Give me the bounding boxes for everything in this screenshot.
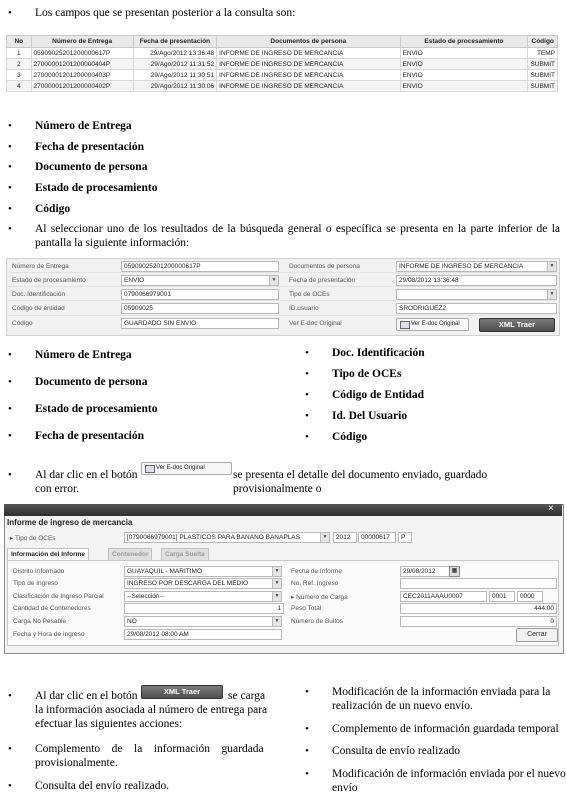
- table-header-row: [7, 36, 558, 48]
- bullet-icon: •: [8, 469, 12, 481]
- cell-estado: ENVIO: [400, 70, 528, 81]
- carga-no-pesable-label: Carga No Pesable: [13, 618, 67, 625]
- dialog-title: Informe de ingreso de mercancia: [7, 518, 133, 527]
- tipo-num-field[interactable]: 00000617: [358, 532, 396, 543]
- cell-no: 3: [7, 70, 32, 81]
- cell-fecha: 29/Ago/2012 11:30:51: [133, 70, 216, 81]
- list-item: Número de Entrega: [35, 349, 132, 361]
- para-xml-post: se carga: [228, 690, 266, 702]
- cell-codigo: SUBMIT: [528, 81, 558, 92]
- list-item: Id. Del Usuario: [332, 410, 408, 422]
- col-right-item: Modificación de información enviada por el nuevo: [332, 768, 566, 780]
- list-item: Fecha de presentación: [35, 430, 145, 442]
- table-row[interactable]: [7, 48, 558, 59]
- bullet-icon: •: [8, 430, 12, 442]
- estado-label: Estado de procesamiento: [12, 277, 86, 284]
- chevron-down-icon[interactable]: ▼: [547, 290, 556, 299]
- bullet-icon: •: [8, 376, 12, 388]
- carga-b-field[interactable]: 0000: [517, 591, 543, 602]
- doc-id-label: Doc. Identificación: [12, 291, 66, 298]
- bullet-icon: •: [305, 768, 309, 780]
- cell-entrega: 27000001201200000403P: [31, 70, 133, 81]
- ver-edoc-inline-button[interactable]: [141, 462, 232, 475]
- tipo-oces-select[interactable]: [124, 532, 330, 543]
- peso-total-field[interactable]: 444.00: [400, 603, 557, 614]
- col-header: Código: [528, 36, 558, 48]
- fecha-hora-field[interactable]: 29/08/2012 08:00 AM: [124, 629, 282, 640]
- para-xml-pre: Al dar clic en el botón: [35, 690, 138, 702]
- carga-no-pesable-select[interactable]: [124, 616, 282, 627]
- chevron-down-icon[interactable]: ▼: [272, 617, 281, 626]
- cell-no: 1: [7, 48, 32, 59]
- tab-contenedor[interactable]: Contenedor: [108, 548, 152, 560]
- chevron-down-icon[interactable]: ▼: [272, 579, 281, 588]
- chevron-down-icon[interactable]: ▼: [320, 533, 329, 542]
- numero-carga-text: Número de Carga: [296, 594, 348, 601]
- cerrar-button[interactable]: Cerrar: [516, 628, 558, 642]
- bullet-icon: •: [8, 141, 12, 153]
- chevron-down-icon[interactable]: ▼: [547, 262, 556, 271]
- ver-edoc-inline-label: Ver E-doc Original: [156, 465, 205, 471]
- clasificacion-select[interactable]: [124, 591, 282, 602]
- tipo-oces-label: Tipo de OCEs: [289, 291, 330, 298]
- para-select: Al seleccionar uno de los resultados de la búsqueda general o específica se presenta en la parte inferior de la pantalla la siguiente información:: [35, 223, 560, 249]
- tab-informacion[interactable]: Información del Informe: [7, 548, 89, 560]
- para-ver-post: se presenta el detalle del documento enviado, guardado provisionalmente o: [233, 469, 488, 495]
- estado-select[interactable]: [121, 275, 279, 286]
- list-item: Código: [35, 203, 71, 215]
- ref-ingreso-field[interactable]: [400, 578, 557, 589]
- list-item: Documento de persona: [35, 376, 148, 388]
- carga-no-pesable-value: NO: [127, 618, 137, 625]
- doc-id-field[interactable]: 0790066979001: [121, 289, 279, 300]
- cell-documento: INFORME DE INGRESO DE MERCANCIA: [217, 59, 400, 70]
- table-row[interactable]: [7, 81, 558, 92]
- cell-documento: INFORME DE INGRESO DE MERCANCIA: [217, 70, 400, 81]
- results-table: [6, 35, 558, 92]
- list-item: Estado de procesamiento: [35, 403, 158, 415]
- cell-fecha: 29/Ago/2012 11:31:52: [133, 59, 216, 70]
- bullet-icon: •: [8, 349, 12, 361]
- tipo-oces-text: Tipo de OCEs: [14, 535, 56, 542]
- fecha-pres-label: Fecha de presentación: [289, 277, 356, 284]
- cell-estado: ENVIO: [400, 48, 528, 59]
- xml-traer-inline-button[interactable]: XML Traer: [141, 685, 223, 699]
- cell-codigo: SUBMIT: [528, 59, 558, 70]
- distrito-value: GUAYAQUIL - MARITIMO: [127, 568, 202, 575]
- estado-value: ENVIO: [124, 277, 145, 284]
- para-xml-l2: la información asociada al número de entrega para: [35, 704, 268, 716]
- bullet-icon: •: [305, 410, 309, 422]
- bullet-icon: •: [305, 723, 309, 735]
- tipo-ingreso-select[interactable]: [124, 578, 282, 589]
- col-left-item: Consulta del envío realizado.: [35, 780, 170, 792]
- table-row[interactable]: [7, 70, 558, 81]
- list-item: Código de Entidad: [332, 389, 425, 401]
- cell-estado: ENVIO: [400, 59, 528, 70]
- peso-total-label: Peso Total: [291, 605, 322, 612]
- document-icon: [400, 321, 410, 329]
- cod-entidad-label: Código de entidad: [12, 305, 65, 312]
- cell-fecha: 29/Ago/2012 13:36:48: [133, 48, 216, 59]
- col-header: Documentos de persona: [217, 36, 400, 48]
- cell-no: 4: [7, 81, 32, 92]
- list-item: Tipo de OCEs: [332, 368, 402, 380]
- cell-codigo: TEMP: [528, 48, 558, 59]
- col-right-item: Modificación de la información enviada para la: [332, 686, 551, 698]
- cant-contenedores-field[interactable]: 1: [124, 603, 284, 614]
- bullet-icon: •: [8, 743, 12, 755]
- cell-entrega: 27000001201200000402P: [31, 81, 133, 92]
- bullet-icon: •: [8, 161, 12, 173]
- col-left-item: Complemento de la información guardada: [35, 743, 264, 755]
- bullet-icon: •: [305, 368, 309, 380]
- tipo-ingreso-value: INGRESO POR DESCARGA DEL MEDIO: [127, 580, 249, 587]
- bullet-icon: •: [305, 431, 309, 443]
- fecha-pres-field[interactable]: 29/08/2012 13:36:48: [396, 275, 557, 286]
- bullet-icon: •: [305, 745, 309, 757]
- doc-persona-select[interactable]: [396, 261, 557, 272]
- bullet-icon: •: [8, 780, 12, 792]
- bullet-icon: •: [8, 223, 12, 235]
- distrito-label: Distrito Informado: [13, 568, 65, 575]
- cell-fecha: 29/Ago/2012 11:30:06: [133, 81, 216, 92]
- cell-documento: INFORME DE INGRESO DE MERCANCIA: [217, 81, 400, 92]
- tipo-oces-label: ▸ Tipo de OCEs: [10, 535, 56, 542]
- carga-a-field[interactable]: 0001: [489, 591, 515, 602]
- bullet-icon: •: [305, 347, 309, 359]
- clasificacion-value: --Selección--: [127, 593, 164, 600]
- tipo-ingreso-label: Tipo de Ingreso: [13, 580, 58, 587]
- entrega-field[interactable]: 05909025201200000617P: [121, 261, 279, 272]
- list-item: Documento de persona: [35, 161, 148, 173]
- fecha-informe-field[interactable]: 29/08/2012: [400, 566, 452, 577]
- bullet-icon: •: [8, 120, 12, 132]
- chevron-down-icon[interactable]: ▼: [272, 592, 281, 601]
- cell-codigo: SUBMIT: [528, 70, 558, 81]
- cant-contenedores-label: Cantidad de Contenedores: [13, 605, 91, 612]
- table-row[interactable]: [7, 59, 558, 70]
- list-item: Fecha de presentación: [35, 141, 145, 153]
- numero-bultos-field[interactable]: 0: [400, 616, 557, 627]
- col-right-item-cont: envío: [332, 782, 358, 794]
- col-header: No: [7, 36, 32, 48]
- cell-documento: INFORME DE INGRESO DE MERCANCIA: [217, 48, 400, 59]
- col-right-item-cont: realización de un nuevo envío.: [332, 700, 473, 712]
- id-usuario-label: ID.usuario: [289, 305, 319, 312]
- tipo-oces-select[interactable]: [396, 289, 557, 300]
- tipo-oces-value: [0790066979001] PLASTICOS PARA BANANO BANAPLAS: [127, 534, 300, 541]
- numero-bultos-label: Número de Bultos: [291, 618, 344, 625]
- tipo-year-field[interactable]: 2012: [333, 532, 357, 543]
- bullet-icon: •: [8, 203, 12, 215]
- numero-carga-field[interactable]: CEC2011AAAU0007: [400, 591, 487, 602]
- bullet-icon: •: [8, 690, 12, 702]
- bullet-icon: •: [305, 389, 309, 401]
- document-icon: [145, 465, 155, 473]
- chevron-down-icon[interactable]: ▼: [272, 567, 281, 576]
- codigo-label: Código: [12, 320, 33, 327]
- bullet-icon: •: [8, 403, 12, 415]
- fecha-hora-label: Fecha y Hora de Ingreso: [13, 631, 85, 638]
- dialog-titlebar: [4, 504, 562, 516]
- clasificacion-label: Clasificación de Ingreso Parcial: [13, 593, 104, 600]
- cod-entidad-field[interactable]: 05909025: [121, 303, 279, 314]
- close-icon[interactable]: ×: [548, 503, 554, 514]
- ver-edoc-label: Ver E-doc Original: [289, 320, 342, 327]
- col-header: Número de Entrega: [31, 36, 133, 48]
- col-right-item: Consulta de envío realizado: [332, 745, 461, 757]
- ver-edoc-label-text: Ver E-doc Original: [411, 321, 460, 327]
- para-xml-l3: efectuar las siguientes acciones:: [35, 718, 183, 730]
- col-left-item-cont: provisionalmente.: [35, 757, 118, 769]
- cell-no: 2: [7, 59, 32, 70]
- bullet-icon: •: [305, 686, 309, 698]
- cell-entrega: 05909025201200000617P: [31, 48, 133, 59]
- numero-carga-label: ▸ Número de Carga: [291, 594, 348, 601]
- cell-estado: ENVIO: [400, 81, 528, 92]
- list-item: Estado de procesamiento: [35, 182, 158, 194]
- col-header: Fecha de presentación: [133, 36, 216, 48]
- col-header: Estado de procesamiento: [400, 36, 528, 48]
- list-item: Doc. Identificación: [332, 347, 425, 359]
- doc-persona-value: INFORME DE INGRESO DE MERCANCIA: [399, 263, 524, 270]
- bullet-icon: •: [8, 182, 12, 194]
- ref-ingreso-label: No. Ref. Ingreso: [291, 580, 339, 587]
- doc-persona-label: Documentos de persona: [289, 263, 360, 270]
- cell-entrega: 27000001201200000404P: [31, 59, 133, 70]
- calendar-icon[interactable]: ▦: [449, 566, 460, 577]
- para-ver-pre: Al dar clic en el botón: [35, 469, 138, 481]
- intro-text: Los campos que se presentan posterior a la consulta son:: [35, 7, 296, 19]
- chevron-down-icon[interactable]: ▼: [269, 276, 278, 285]
- entrega-label: Número de Entrega: [12, 263, 69, 270]
- tab-carga-suelta[interactable]: Carga Suelta: [161, 548, 209, 560]
- list-item: Código: [332, 431, 368, 443]
- distrito-select[interactable]: [124, 566, 282, 577]
- id-usuario-field[interactable]: SRODRIGUEZ2: [396, 303, 557, 314]
- xml-traer-button[interactable]: XML Traer: [479, 318, 555, 332]
- para-ver-line2: con error.: [35, 483, 80, 495]
- col-right-item: Complemento de información guardada temporal: [332, 723, 559, 735]
- fecha-informe-label: Fecha de Informe: [291, 568, 342, 575]
- codigo-field[interactable]: GUARDADO SIN ENVIO: [121, 318, 279, 329]
- ver-edoc-button[interactable]: [396, 318, 469, 331]
- bullet-icon: •: [8, 7, 12, 19]
- tipo-p-field[interactable]: P: [398, 532, 412, 543]
- list-item: Número de Entrega: [35, 120, 132, 132]
